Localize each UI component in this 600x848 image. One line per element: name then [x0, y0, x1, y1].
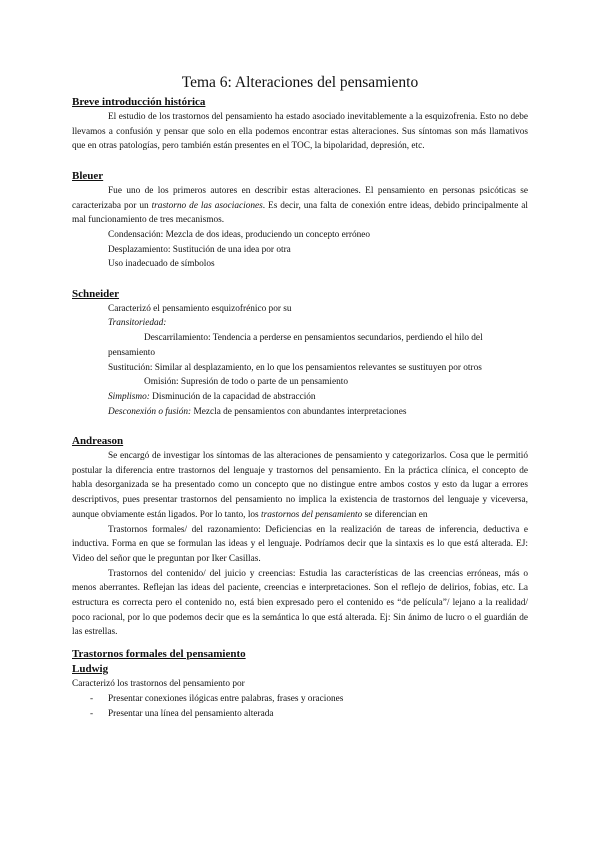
schneider-omision: Omisión: Supresión de todo o parte de un pensamiento — [144, 377, 348, 388]
bleuer-item: Uso inadecuado de símbolos — [108, 259, 215, 270]
ludwig-list — [72, 692, 528, 721]
dash-bullet-icon: - — [90, 693, 94, 704]
subsection-heading-bleuer: Bleuer — [72, 169, 104, 182]
schneider-intro: Caracterizó el pensamiento esquizofrénico por su — [108, 303, 292, 314]
bleuer-item: Desplazamiento: Sustitución de una idea por otra — [108, 244, 291, 255]
subsection-heading-ludwig: Ludwig — [72, 663, 109, 676]
schneider-simplismo: Simplismo: Disminución de la capacidad de abstracción — [108, 391, 316, 402]
schneider-descarrilamiento: Descarrilamiento: Tendencia a perderse en pensamientos secundarios, perdiendo el hilo del pensamiento — [108, 333, 483, 358]
list-item: - Presentar conexiones ilógicas entre palabras, frases y oraciones — [72, 692, 528, 707]
dash-bullet-icon: - — [90, 708, 94, 719]
ludwig-intro: Caracterizó los trastornos del pensamiento por — [72, 679, 245, 690]
document-title: Tema 6: Alteraciones del pensamiento — [181, 74, 419, 91]
schneider-sustitucion: Sustitución: Similar al desplazamiento, en lo que los pensamientos relevantes se sustituyen por otros — [108, 362, 482, 373]
list-item: - Presentar una línea del pensamiento alterada — [72, 707, 528, 722]
section-heading-intro: Breve introducción histórica — [72, 96, 206, 108]
andreason-paragraph: Se encargó de investigar los síntomas de las alteraciones de pensamiento y categorizarlos. Cosa que le permitió postular la diferencia entre trastornos del lenguaje y trastornos del pensamiento. En la práctica clínica, el concepto de habla desorganizada se ha presentado como un concepto que no distingue entre ambos costos y esto da lugar a errores descriptivos, pues presentar trastornos del pensamiento no implica la existencia de trastornos del lenguaje y viceversa, aunque obviamente están ligados. Por lo tanto, los trastornos del pensamiento se diferencian en — [72, 451, 528, 520]
section-heading-formales: Trastornos formales del pensamiento — [72, 648, 246, 661]
andreason-contenido-paragraph: Trastornos del contenido/ del juicio y creencias: Estudia las características de las creencias erróneas, más o menos aberrantes. Reflejan las ideas del paciente, creencias e interpretaciones. Son el reflejo de delirios, fobias, etc. La estructura es correcta pero el contenido no, está bien expresado pero el contenido es “de película”/ lejano a la realidad/ poco racional, por lo que podemos decir que es la semántica lo que está alterada. Ej: Sin ánimo de lucro o el guardián de las estrellas. — [72, 568, 528, 638]
subsection-heading-schneider: Schneider — [72, 287, 120, 300]
bleuer-paragraph: Fue uno de los primeros autores en describir estas alteraciones. El pensamiento en personas psicóticas se caracterizaba por un trastorno de las asociaciones. Es decir, una falta de conexión entre ideas, debido principalmente al mal funcionamiento de tres mecanismos. — [72, 185, 528, 226]
subsection-heading-andreason: Andreason — [72, 435, 124, 448]
andreason-formales-paragraph: Trastornos formales/ del razonamiento: Deficiencias en la realización de tareas de inferencia, deductiva e inductiva. Forma en que se formulan las ideas y el lenguaje. Podríamos decir que la sintaxis es lo que está alterada. EJ: Video del señor que le preguntan por Iker Casillas. — [72, 524, 528, 564]
schneider-desconexion: Desconexión o fusión: Mezcla de pensamientos con abundantes interpretaciones — [108, 406, 407, 417]
intro-paragraph: El estudio de los trastornos del pensamiento ha estado asociado inevitablemente a la esquizofrenia. Esto no debe llevamos a confusión y pensar que solo en ella podemos encontrar estas alteraciones. Sus síntomas son más llamativos que en otras patologías, pero también están presentes en el TOC, la bipolaridad, depresión, etc. — [72, 112, 528, 152]
document-page — [72, 74, 528, 721]
schneider-transitoriedad: Transitoriedad: — [108, 318, 167, 329]
bleuer-item: Condensación: Mezcla de dos ideas, produciendo un concepto erróneo — [108, 229, 371, 240]
